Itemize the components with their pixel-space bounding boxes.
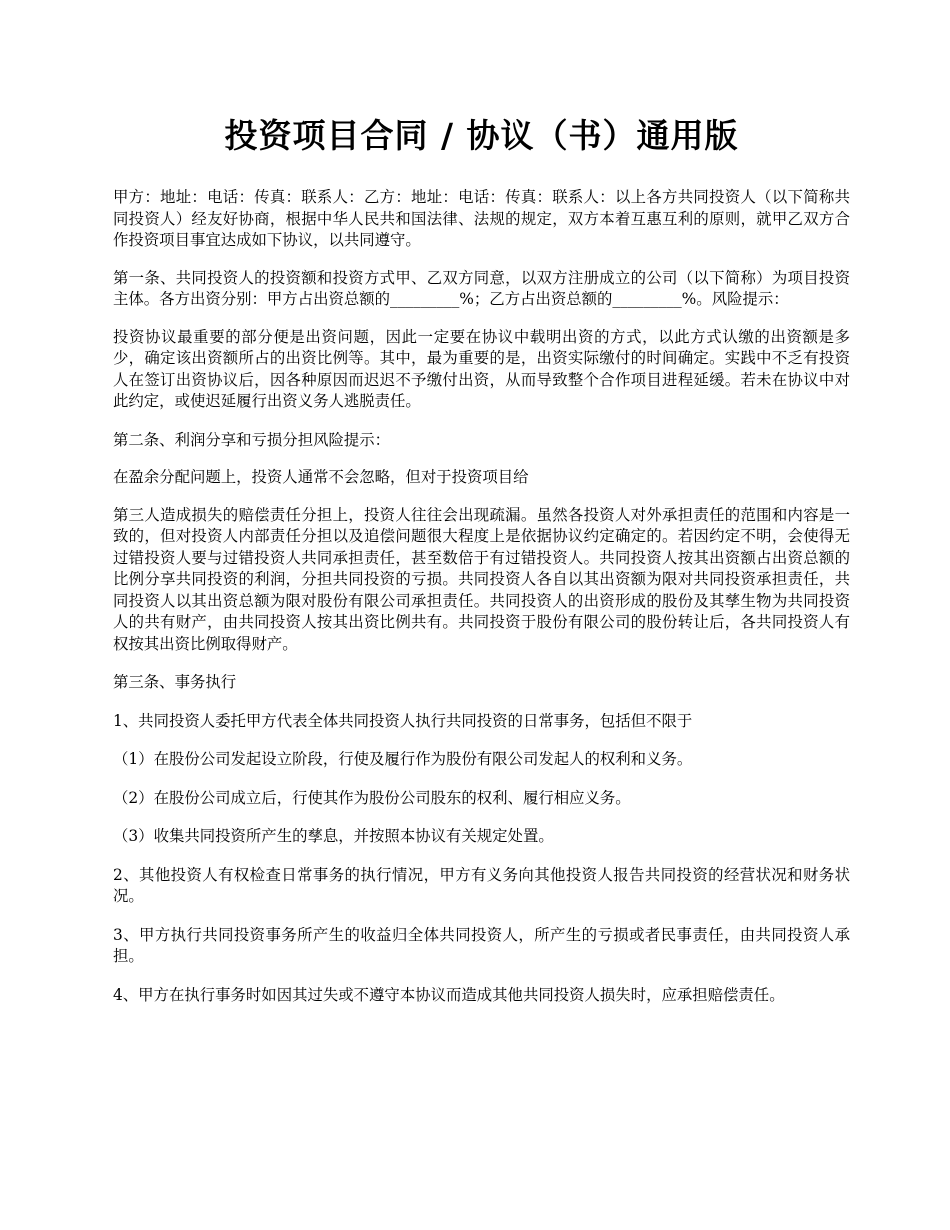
article-3-item-2: 2、其他投资人有权检查日常事务的执行情况，甲方有义务向其他投资人报告共同投资的经营状况和财务状况。 (113, 865, 850, 905)
document-title: 投资项目合同 / 协议（书）通用版 (224, 116, 739, 155)
intro-paragraph: 甲方：地址：电话：传真：联系人：乙方：地址：电话：传真：联系人：以上各方共同投资人（以下简称共同投资人）经友好协商，根据中华人民共和国法律、法规的规定，双方本着互惠互利的原则，就甲乙双方合作投资项目事宜达成如下协议，以共同遵守。 (113, 188, 850, 249)
article-3-item-3: 3、甲方执行共同投资事务所产生的收益归全体共同投资人，所产生的亏损或者民事责任，由共同投资人承担。 (113, 925, 850, 965)
profit-distribution-paragraph: 在盈余分配问题上，投资人通常不会忽略，但对于投资项目给 (113, 468, 529, 486)
article-3-heading: 第三条、事务执行 (113, 673, 237, 691)
article-3-item-1-sub-2: （2）在股份公司成立后，行使其作为股份公司股东的权利、履行相应义务。 (113, 788, 631, 807)
article-3-item-1-sub-3: （3）收集共同投资所产生的孳息，并按照本协议有关规定处置。 (113, 827, 554, 845)
article-1-paragraph: 第一条、共同投资人的投资额和投资方式甲、乙双方同意，以双方注册成立的公司（以下简称）为项目投资主体。各方出资分别：甲方占出资总额的_________%；乙方占出资总额的_________%。风险提示： (113, 268, 850, 308)
article-3-item-1-sub-1: （1）在股份公司发起设立阶段，行使及履行作为股份有限公司发起人的权利和义务。 (113, 750, 693, 768)
article-2-heading: 第二条、利润分享和亏损分担风险提示： (113, 430, 391, 449)
article-3-item-1: 1、共同投资人委托甲方代表全体共同投资人执行共同投资的日常事务，包括但不限于 (113, 711, 693, 730)
article-3-item-4: 4、甲方在执行事务时如因其过失或不遵守本协议而造成其他共同投资人损失时，应承担赔偿责任。 (113, 985, 785, 1004)
liability-sharing-paragraph: 第三人造成损失的赔偿责任分担上，投资人往往会出现疏漏。虽然各投资人对外承担责任的范围和内容是一致的，但对投资人内部责任分担以及追偿问题很大程度上是依据协议约定确定的。若因约定不明，会使得无过错投资人要与过错投资人共同承担责任，甚至数倍于有过错投资人。共同投资人按其出资额占出资总额的比例分享共同投资的利润，分担共同投资的亏损。共同投资人各自以其出资额为限对共同投资承担责任，共同投资人以其出资总额为限对股份有限公司承担责任。共同投资人的出资形成的股份及其孳生物为共同投资人的共有财产，由共同投资人按其出资比例共有。共同投资于股份有限公司的股份转让后，各共同投资人有权按其出资比例取得财产。 (113, 505, 850, 653)
risk-note-contribution-paragraph: 投资协议最重要的部分便是出资问题，因此一定要在协议中载明出资的方式，以此方式认缴的出资额是多少，确定该出资额所占的出资比例等。其中，最为重要的是，出资实际缴付的时间确定。实践中不乏有投资人在签订出资协议后，因各种原因而迟迟不予缴付出资，从而导致整个合作项目进程延缓。若未在协议中对此约定，或使迟延履行出资义务人逃脱责任。 (113, 327, 850, 410)
